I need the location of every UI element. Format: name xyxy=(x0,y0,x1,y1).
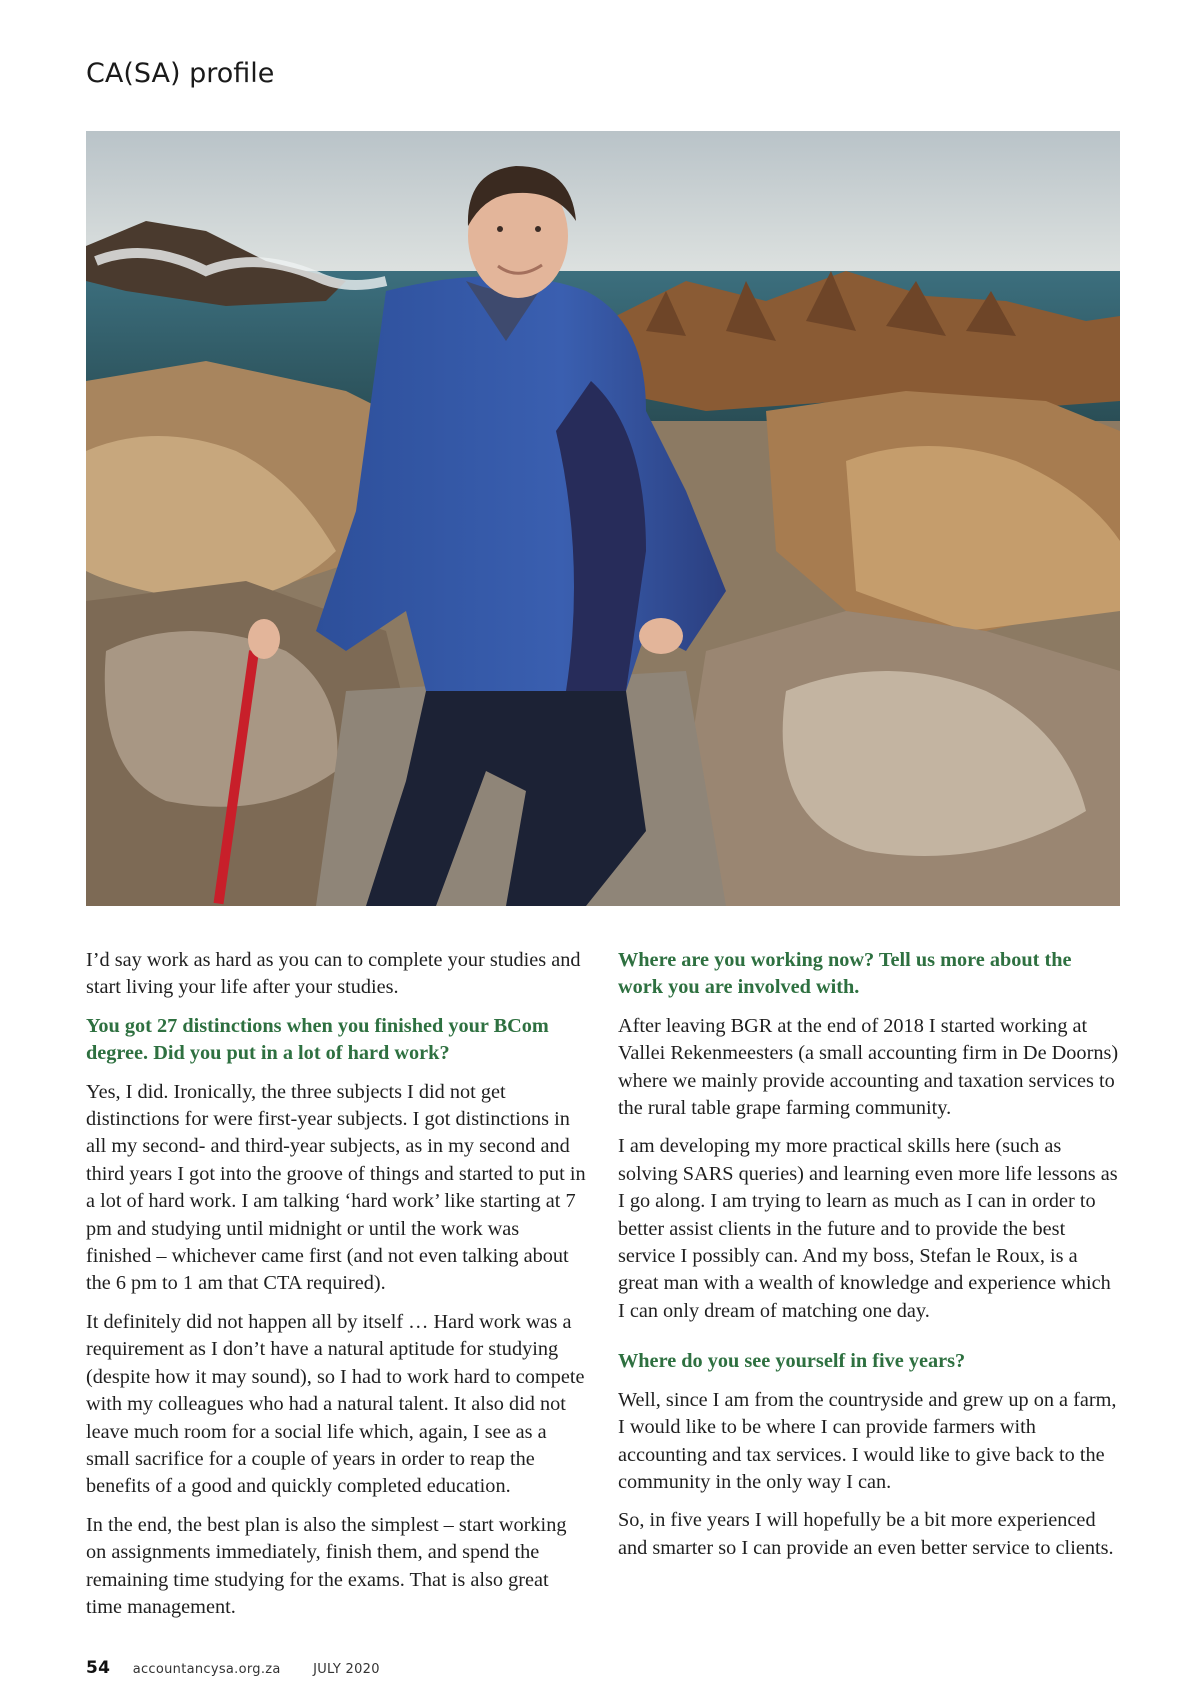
answer-five-years: Well, since I am from the countryside and grew up on a farm, I would like to be where I can provide farmers with accounting and tax services. I would like to give back to the community in the only way I can. xyxy=(618,1388,1117,1493)
footer-issue-date: JULY 2020 xyxy=(313,1662,380,1677)
page-number: 54 xyxy=(86,1658,111,1678)
paragraph-hard-work: It definitely did not happen all by itself … Hard work was a requirement as I don’t have a natural aptitude for studying (despite how it may sound), so I had to work hard to compete with my colleagues who had a natural talent. It also did not leave much room for a social life which, again, I see as a small sacrifice for a couple of years in order to reap the benefits of a good and quickly completed education. xyxy=(86,1310,585,1498)
paragraph-best-plan: In the end, the best plan is also the simplest – start working on assignments immediately, finish them, and spend the remaining time studying for the exams. That is also great time management. xyxy=(86,1513,567,1618)
paragraph-practical-skills: I am developing my more practical skills here (such as solving SARS queries) and learning even more life lessons as I go along. I am trying to learn as much as I can in order to better assist clients in the future and to provide the best service I possibly can. And my boss, Stefan le Roux, is a great man with a wealth of knowledge and experience which I can only dream of matching one day. xyxy=(618,1135,1118,1322)
page-footer xyxy=(86,1658,380,1678)
section-title: CA(SA) profile xyxy=(86,58,275,89)
answer-current-work: After leaving BGR at the end of 2018 I started working at Vallei Rekenmeesters (a small accounting firm in De Doorns) where we mainly provide accounting and taxation services to the rural table grape farming community. xyxy=(618,1014,1119,1120)
footer-website: accountancysa.org.za xyxy=(132,1662,281,1677)
photo-illustration xyxy=(86,131,1120,906)
question-current-work: Where are you working now? Tell us more about the work you are involved with. xyxy=(618,949,1072,999)
question-distinctions: You got 27 distinctions when you finished your BCom degree. Did you put in a lot of hard work? xyxy=(86,1014,549,1065)
right-column xyxy=(618,947,1120,1573)
answer-distinctions: Yes, I did. Ironically, the three subjects I did not get distinctions for were first-year subjects. I got distinctions in all my second- and third-year subjects, as in my second and third years I got into the groove of things and started to put in a lot of hard work. I am talking ‘hard work’ like starting at 7 pm and studying until midnight or until the work was finished – whichever came first (and not even talking about the 6 pm to 1 am that CTA required). xyxy=(86,1080,586,1295)
profile-photo xyxy=(86,131,1120,906)
left-column xyxy=(86,947,588,1632)
paragraph-conclusion: So, in five years I will hopefully be a bit more experienced and smarter so I can provide an even better service to clients. xyxy=(618,1509,1114,1559)
intro-paragraph: I’d say work as hard as you can to complete your studies and start living your life after your studies. xyxy=(86,949,581,999)
question-five-years: Where do you see yourself in five years? xyxy=(618,1350,966,1373)
